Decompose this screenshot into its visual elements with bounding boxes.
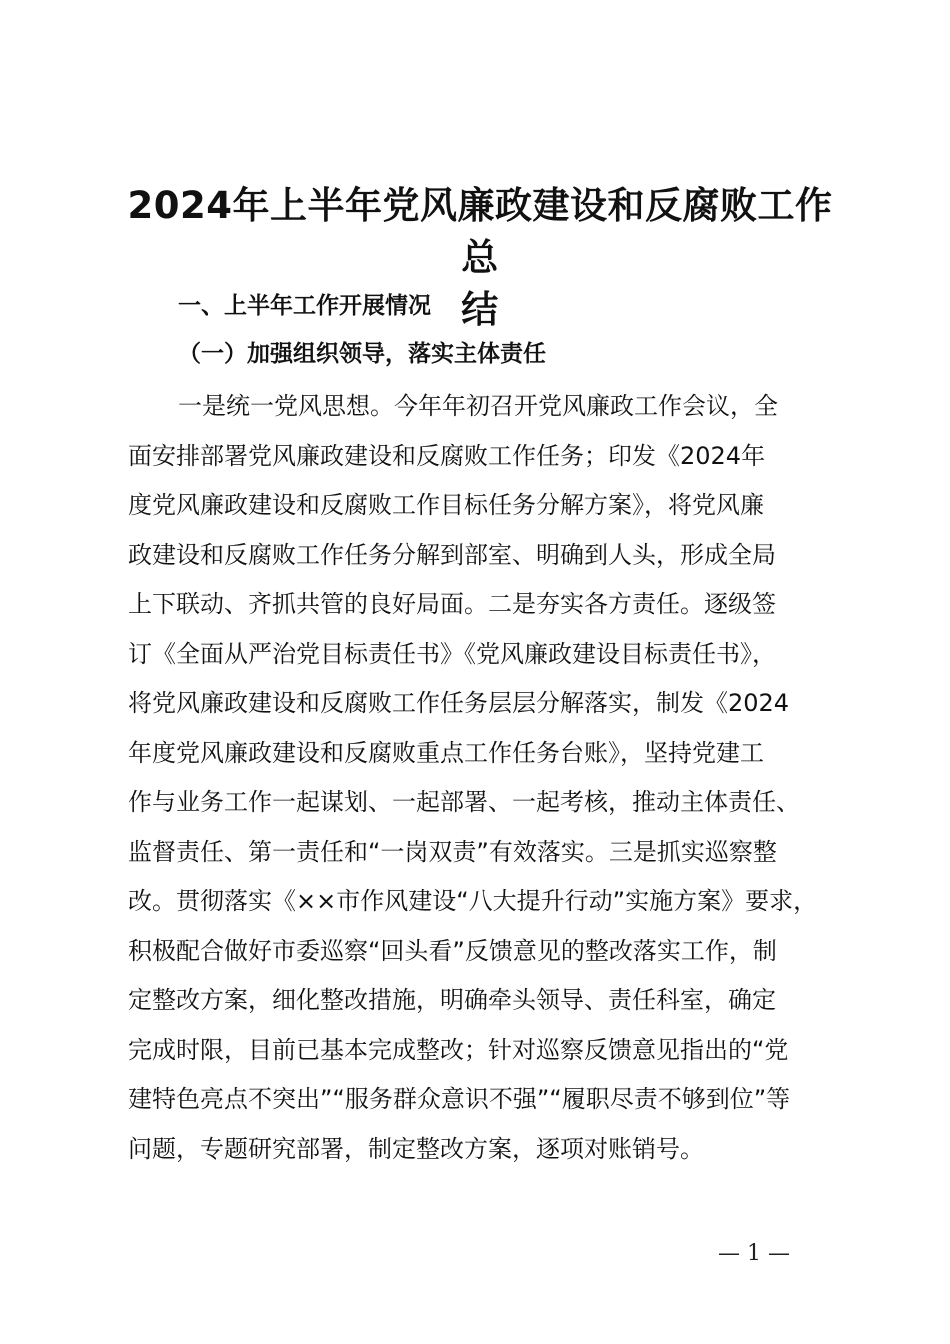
- paragraph-line: 政建设和反腐败工作任务分解到部室、明确到人头，形成全局: [128, 540, 776, 569]
- paragraph-line: 订《全面从严治党目标责任书》《党风廉政建设目标责任书》，: [128, 639, 776, 668]
- subsection-heading: （一）加强组织领导，落实主体责任: [178, 341, 546, 367]
- section-heading: 一、上半年工作开展情况: [178, 293, 431, 319]
- paragraph-line: 定整改方案，细化整改措施，明确牵头领导、责任科室，确定: [128, 986, 776, 1014]
- paragraph-line: 度党风廉政建设和反腐败工作目标任务分解方案》，将党风廉: [128, 491, 764, 519]
- paragraph-line: 将党风廉政建设和反腐败工作任务层层分解落实，制发《2024: [128, 689, 790, 717]
- paragraph-line: 问题，专题研究部署，制定整改方案，逐项对账销号。: [128, 1134, 704, 1163]
- paragraph-line: 改。贯彻落实《××市作风建设“八大提升行动”实施方案》要求，: [128, 887, 818, 915]
- paragraph-line: 年度党风廉政建设和反腐败重点工作任务台账》，坚持党建工: [128, 738, 764, 767]
- paragraph-line: 积极配合做好市委巡察“回头看”反馈意见的整改落实工作，制: [128, 936, 777, 965]
- paragraph-line: 作与业务工作一起谋划、一起部署、一起考核，推动主体责任、: [128, 788, 800, 816]
- title-line-2: 结: [461, 288, 499, 331]
- body-paragraph: [128, 382, 863, 1174]
- paragraph-line: 上下联动、齐抓共管的良好局面。二是夯实各方责任。逐级签: [128, 590, 776, 618]
- paragraph-line: 一是统一党风思想。今年年初召开党风廉政工作会议，全: [178, 392, 778, 420]
- paragraph-line: 面安排部署党风廉政建设和反腐败工作任务；印发《2024年: [128, 441, 766, 470]
- paragraph-line: 监督责任、第一责任和“一岗双责”有效落实。三是抓实巡察整: [128, 837, 777, 866]
- paragraph-line: 完成时限，目前已基本完成整改；针对巡察反馈意见指出的“党: [128, 1035, 789, 1064]
- paragraph-line: 建特色亮点不突出”“服务群众意识不强”“履职尽责不够到位”等: [128, 1085, 791, 1113]
- page-number: — 1 —: [718, 1241, 790, 1266]
- title-line-1: 2024年上半年党风廉政建设和反腐败工作总: [127, 184, 833, 279]
